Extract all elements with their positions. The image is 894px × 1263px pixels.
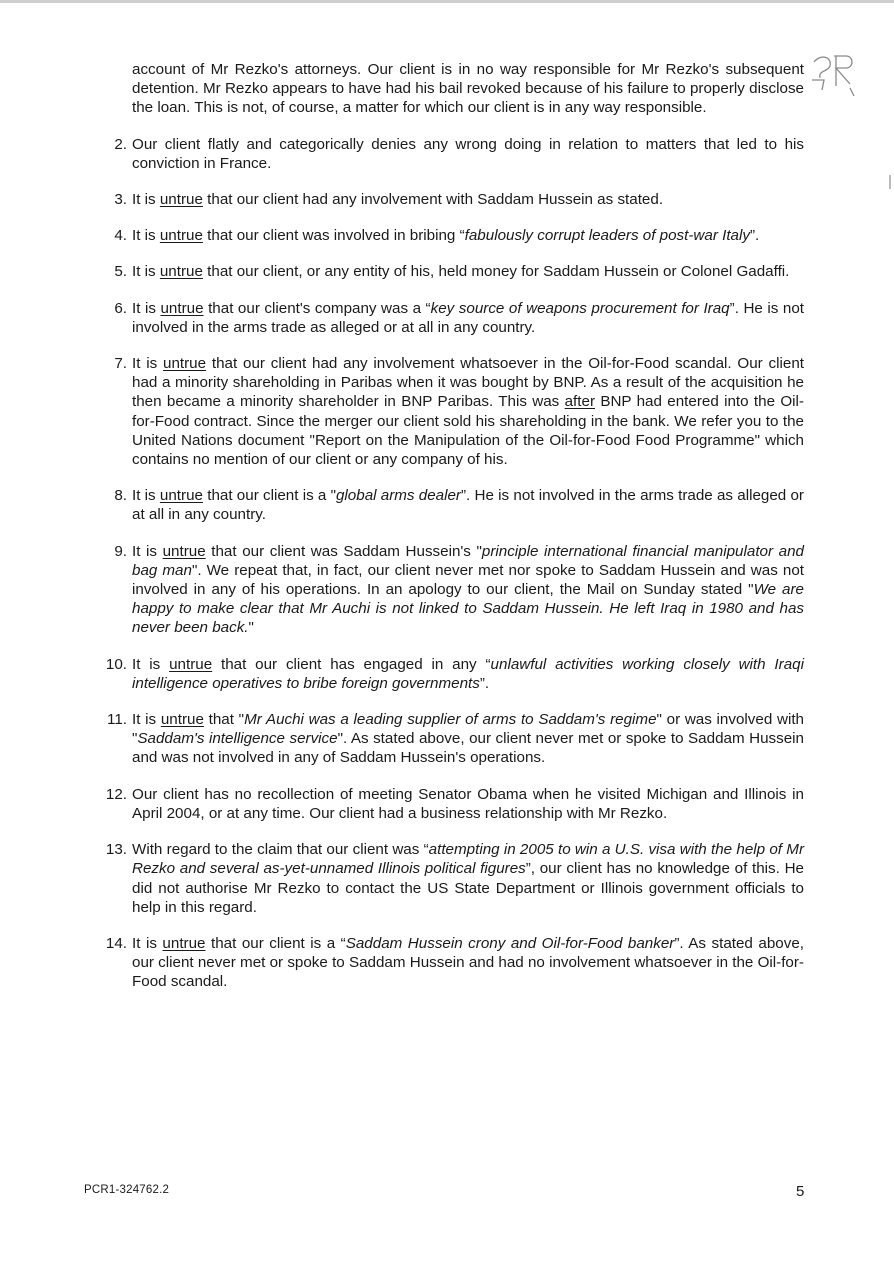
document-reference: PCR1-324762.2	[84, 1184, 170, 1196]
underlined-word: untrue	[159, 227, 203, 245]
item-text: With regard to the claim that our client was “attempting in 2005 to win a U.S. visa with the help of Mr Rezko and several as-yet-unnamed Illinois political figures”, our client has no knowledge of this. He did not authorise Mr Rezko to contact the US State Department or Illinois government officials to help in this regard.	[132, 841, 804, 916]
item-number: 3.	[114, 191, 127, 209]
list-item	[114, 190, 804, 209]
list-item	[114, 486, 804, 524]
list-item	[114, 354, 804, 469]
underlined-word: untrue	[160, 299, 204, 317]
item-number: 4.	[114, 227, 127, 245]
item-text: Our client flatly and categorically denies any wrong doing in relation to matters that led to his conviction in France.	[132, 135, 804, 172]
underlined-word: untrue	[162, 934, 206, 952]
list-item	[105, 655, 804, 693]
underlined-word: untrue	[159, 487, 203, 505]
item-text: It is untrue that our client was Saddam Hussein's "principle international financial manipulator and bag man". We repeat that, in fact, our client never met nor spoke to Saddam Hussein and was not involved in any of his operations. In an apology to our client, the Mail on Sunday stated "We are happy to make clear that Mr Auchi is not linked to Saddam Hussein. He left Iraq in 1980 and has never been back."	[132, 542, 804, 637]
list-item	[114, 135, 804, 173]
quoted-allegation: Mr Auchi was a leading supplier of arms to Saddam's regime	[244, 711, 657, 729]
item-text: Our client has no recollection of meeting Senator Obama when he visited Michigan and Illinois in April 2004, or at any time. Our client had a business relationship with Mr Rezko.	[132, 785, 804, 822]
item-text: It is untrue that our client is a "global arms dealer”. He is not involved in the arms trade as alleged or at all in any country.	[132, 487, 804, 524]
list-item	[105, 840, 804, 917]
item-number: 9.	[114, 542, 127, 560]
quoted-allegation: global arms dealer	[335, 487, 461, 505]
margin-mark	[889, 175, 891, 189]
item-number: 10.	[105, 655, 127, 673]
list-item	[107, 710, 804, 768]
lead-paragraph: account of Mr Rezko's attorneys. Our client is in no way responsible for Mr Rezko's subsequent detention. Mr Rezko appears to have had his bail revoked because of his failure to properly disclose the loan. This is not, of course, a matter for which our client is in any way responsible.	[132, 61, 804, 117]
quoted-allegation: key source of weapons procurement for Iraq	[430, 299, 730, 317]
underlined-word: untrue	[160, 711, 204, 729]
item-text: It is untrue that our client is a “Saddam Hussein crony and Oil-for-Food banker”. As stated above, our client never met or spoke to Saddam Hussein and had no involvement whatsoever in the Oil-for-Food scandal.	[132, 934, 804, 991]
item-text: It is untrue that "Mr Auchi was a leading supplier of arms to Saddam's regime" or was involved with "Saddam's intelligence service". As stated above, our client never met or spoke to Saddam Hussein and was not involved in any of Saddam Hussein's operations.	[132, 711, 804, 767]
quoted-apology: We are happy to make clear that Mr Auchi is not linked to Saddam Hussein. He left Iraq in 1980 and has never been back.	[132, 581, 804, 637]
top-border	[0, 0, 894, 3]
item-number: 5.	[114, 263, 127, 281]
item-number: 7.	[114, 355, 127, 373]
list-item	[105, 934, 804, 992]
list-item	[114, 262, 804, 281]
list-item	[114, 542, 804, 638]
list-item	[114, 226, 804, 245]
underlined-word: untrue	[169, 655, 213, 673]
quoted-allegation: attempting in 2005 to win a U.S. visa with the help of Mr Rezko and several as-yet-unnamed Illinois political figures	[132, 841, 804, 878]
underlined-word: untrue	[163, 355, 207, 373]
item-text: It is untrue that our client, or any entity of his, held money for Saddam Hussein or Colonel Gadaffi.	[132, 263, 790, 281]
item-text: It is untrue that our client has engaged in any “unlawful activities working closely with Iraqi intelligence operatives to bribe foreign governments”.	[132, 655, 804, 692]
item-text: It is untrue that our client was involved in bribing “fabulously corrupt leaders of post-war Italy”.	[132, 227, 760, 245]
item-number: 12.	[105, 785, 127, 803]
quoted-allegation: fabulously corrupt leaders of post-war Italy	[464, 227, 750, 245]
item-number: 11.	[107, 711, 127, 729]
quoted-allegation: Saddam Hussein crony and Oil-for-Food banker	[345, 934, 675, 952]
item-number: 6.	[114, 299, 127, 317]
page-number: 5	[796, 1183, 805, 1200]
underlined-word: untrue	[162, 542, 206, 560]
item-number: 13.	[105, 841, 127, 859]
document-body	[105, 60, 804, 1009]
list-item	[105, 785, 804, 823]
quoted-allegation: Saddam's intelligence service	[137, 730, 338, 748]
list-item	[114, 299, 804, 337]
underlined-word: untrue	[159, 191, 203, 209]
item-number: 2.	[114, 135, 127, 153]
item-number: 8.	[114, 487, 127, 505]
item-number: 14.	[105, 934, 127, 952]
quoted-allegation: unlawful activities working closely with Iraqi intelligence operatives to bribe foreign governments	[132, 655, 804, 692]
item-text: It is untrue that our client had any involvement whatsoever in the Oil-for-Food scandal. Our client had a minority shareholding in Paribas when it was bought by BNP. As a result of the acquisition he then became a minority shareholder in BNP Paribas. This was after BNP had entered into the Oil-for-Food contract. Since the merger our client sold his shareholding in the bank. We refer you to the United Nations document "Report on the Manipulation of the Oil-for-Food Food Programme" which contains no mention of our client or any company of his.	[132, 355, 804, 469]
underlined-word: after	[564, 393, 595, 411]
underlined-word: untrue	[159, 263, 203, 281]
stamp-logo-icon	[806, 50, 858, 100]
item-text: It is untrue that our client had any involvement with Saddam Hussein as stated.	[132, 191, 664, 209]
quoted-allegation: principle international financial manipulator and bag man	[132, 542, 804, 579]
item-text: It is untrue that our client's company was a “key source of weapons procurement for Iraq”. He is not involved in the arms trade as alleged or at all in any country.	[132, 299, 804, 336]
